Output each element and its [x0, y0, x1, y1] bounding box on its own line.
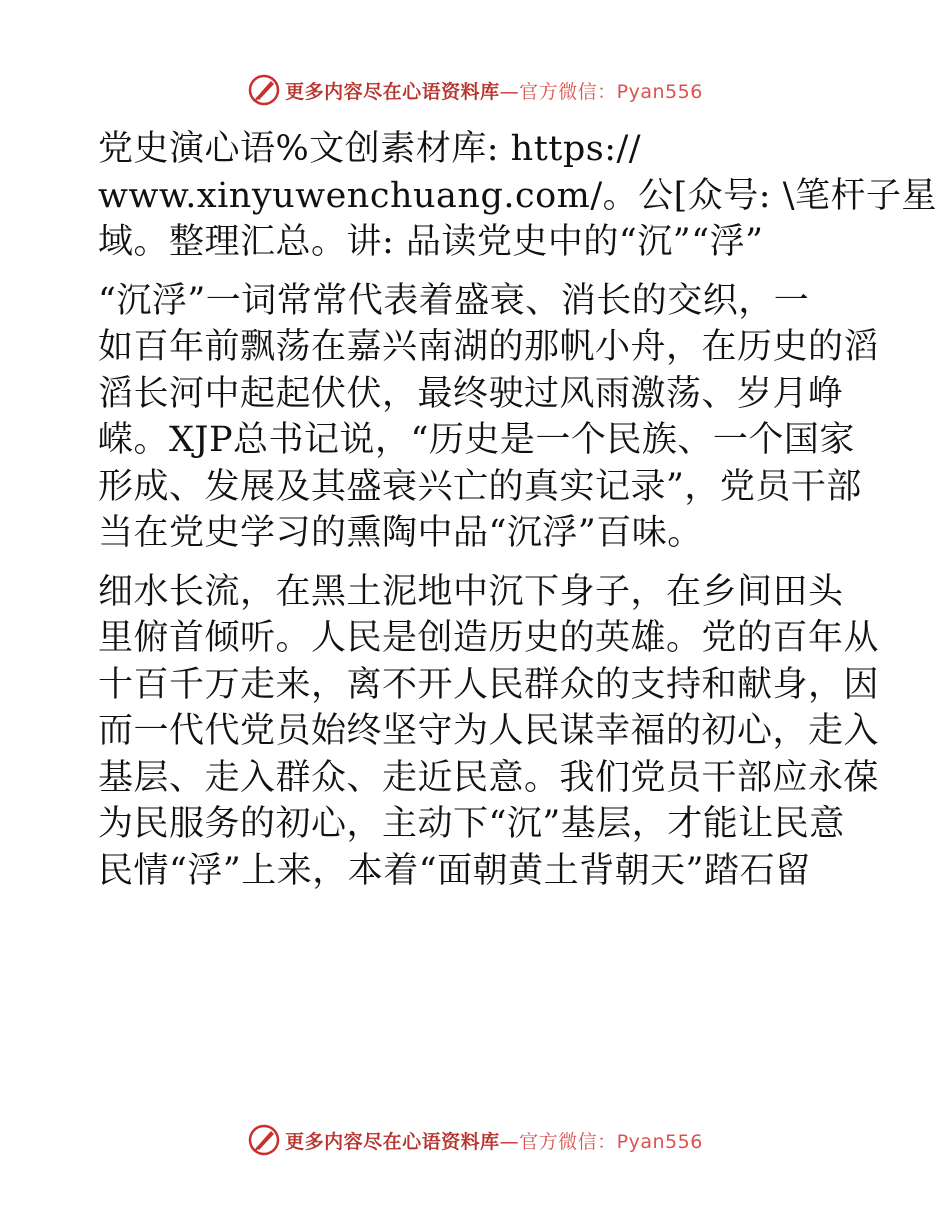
- text-line: 基层、走入群众、走近民意。我们党员干部应永葆: [98, 757, 880, 798]
- text-line: www.xinyuwenchuang.com/。公[众号: \笔杆子星: [98, 175, 937, 216]
- footer-banner-dash: —: [499, 1130, 520, 1153]
- text-line: 民情“浮”上来，本着“面朝黄土背朝天”踏石留: [98, 850, 811, 891]
- header-banner-wechat: 官方微信：Pyan556: [519, 80, 703, 103]
- quill-pen-circle-icon: [247, 73, 281, 107]
- header-banner-text: [285, 77, 703, 104]
- header-banner-dash: —: [499, 80, 520, 103]
- text-line: 如百年前飘荡在嘉兴南湖的那帆小舟，在历史的滔: [98, 327, 880, 367]
- text-line: 而一代代党员始终坚守为人民谋幸福的初心，走入: [98, 711, 880, 751]
- text-line: 十百千万走来，离不开人民群众的支持和献身，因: [98, 664, 880, 705]
- header-banner-lead: 更多内容尽在心语资料库: [285, 80, 500, 103]
- text-line: 党史演心语%文创素材库: https://: [98, 129, 642, 169]
- text-line: 细水长流，在黑土泥地中沉下身子，在乡间田头: [98, 571, 844, 612]
- text-line: “沉浮”一词常常代表着盛衰、消长的交织，一: [98, 280, 810, 321]
- paragraph-chenfu: [98, 278, 880, 557]
- text-line: 形成、发展及其盛衰兴亡的真实记录”，党员干部: [98, 466, 862, 507]
- footer-banner-text: [285, 1127, 703, 1154]
- paragraph-intro: [98, 126, 937, 266]
- footer-banner-wechat: 官方微信：Pyan556: [519, 1130, 703, 1153]
- quill-pen-circle-icon: [247, 1123, 281, 1157]
- footer-banner-lead: 更多内容尽在心语资料库: [285, 1130, 500, 1153]
- paragraph-people: [98, 569, 880, 895]
- text-line: 里俯首倾听。人民是创造历史的英雄。党的百年从: [98, 618, 880, 658]
- text-line: 嵘。XJP总书记说，“历史是一个民族、一个国家: [98, 420, 855, 460]
- text-line: 滔长河中起起伏伏，最终驶过风雨激荡、岁月峥: [98, 373, 844, 414]
- text-line: 当在党史学习的熏陶中品“沉浮”百味。: [98, 513, 703, 553]
- footer-banner: [0, 1120, 950, 1160]
- header-banner: [0, 70, 950, 110]
- text-line: 域。整理汇总。讲: 品读党史中的“沉”“浮”: [98, 222, 764, 262]
- text-line: 为民服务的初心，主动下“沉”基层，才能让民意: [98, 804, 845, 844]
- document-body: [98, 126, 937, 894]
